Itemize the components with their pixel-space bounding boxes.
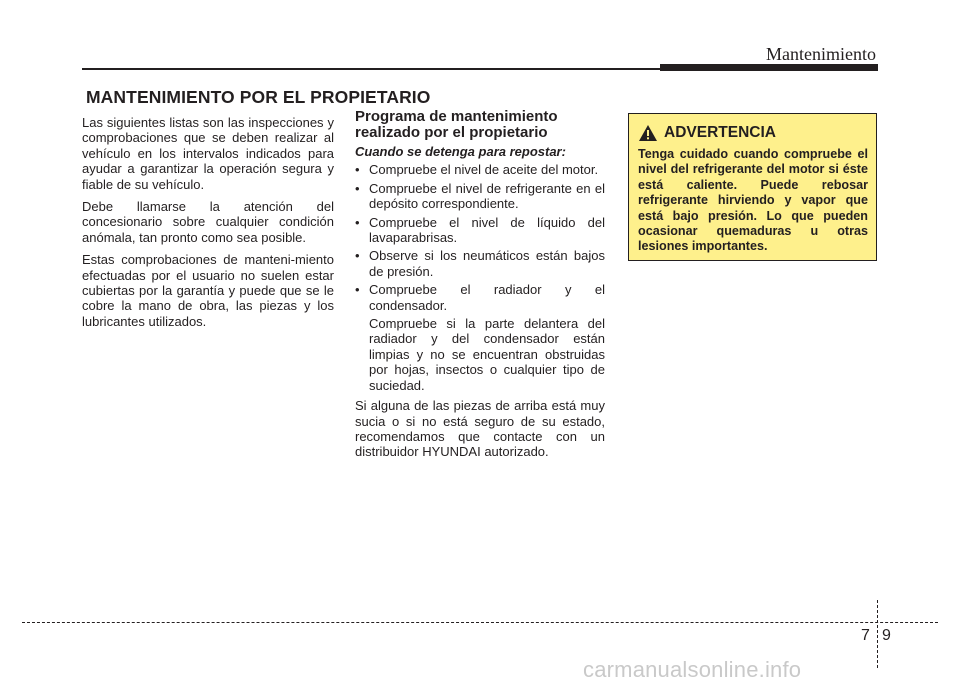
warning-text: Tenga cuidado cuando compruebe el nivel del refrigerante del motor si éste está caliente. Puede rebosar refrigerante hirviendo y vapor que está bajo presión. Lo que pueden ocasionar quemaduras u otras lesiones importantes. xyxy=(638,147,868,254)
section-title: MANTENIMIENTO POR EL PROPIETARIO xyxy=(86,87,431,107)
checklist-item xyxy=(355,215,605,246)
bullet: • xyxy=(355,214,360,230)
checklist-item xyxy=(355,282,605,393)
warning-triangle-icon xyxy=(638,124,658,142)
checklist-item-text: Observe si los neumáticos están bajos de presión. xyxy=(369,248,605,279)
checklist-item-text: Compruebe el nivel de refrigerante en el depósito correspondiente. xyxy=(369,180,605,212)
program-heading: Programa de mantenimiento realizado por el propietario xyxy=(355,108,558,141)
chapter-number: 7 xyxy=(861,627,870,644)
header-rule-thin xyxy=(82,68,660,70)
running-header: Mantenimiento xyxy=(766,44,876,64)
checklist-item-text: Compruebe el radiador y el condensador. xyxy=(369,282,605,313)
bullet: • xyxy=(355,248,360,264)
warning-title: ADVERTENCIA xyxy=(664,124,776,141)
warning-box xyxy=(628,113,877,261)
program-column xyxy=(355,109,605,467)
warning-header xyxy=(638,124,868,142)
intro-paragraph: Estas comprobaciones de manteni-miento efectuadas por el usuario no suelen estar cubiertas por la garantía y puede que se le cobre la mano de obra, las piezas y los lubricantes utilizados. xyxy=(82,252,334,329)
checklist xyxy=(355,162,605,393)
intro-paragraph: Debe llamarse la atención del concesionario sobre cualquier condición anómala, tan pronto como sea posible. xyxy=(82,199,334,245)
watermark: carmanualsonline.info xyxy=(583,657,802,682)
bullet: • xyxy=(355,162,360,178)
intro-paragraph: Las siguientes listas son las inspecciones y comprobaciones que se deben realizar al vehículo en los intervalos indicados para ayudar a garantizar la operación segura y fiable de su vehículo. xyxy=(82,115,334,192)
footer-dashed-divider xyxy=(877,600,878,668)
footer-dashed-rule xyxy=(22,622,938,623)
bullet: • xyxy=(355,180,360,196)
checklist-item-text: Compruebe el nivel de aceite del motor. xyxy=(369,162,599,178)
closing-paragraph: Si alguna de las piezas de arriba está muy sucia o si no está seguro de su estado, recomendamos que contacte con un distribuidor HYUNDAI autorizado. xyxy=(355,398,605,460)
checklist-item xyxy=(355,181,605,212)
bullet: • xyxy=(355,282,360,298)
checklist-item xyxy=(355,162,605,177)
checklist-item xyxy=(355,248,605,279)
header-rule-thick xyxy=(660,64,878,71)
radiator-note: Compruebe si la parte delantera del radiador y del condensador están limpias y no se encuentran obstruidas por hojas, insectos o cualquier tipo de suciedad. xyxy=(369,316,605,393)
checklist-item-text: Compruebe el nivel de líquido del lavaparabrisas. xyxy=(369,214,605,246)
intro-column xyxy=(82,115,334,336)
page-number: 9 xyxy=(882,627,891,644)
program-subheading: Cuando se detenga para repostar: xyxy=(355,144,566,159)
